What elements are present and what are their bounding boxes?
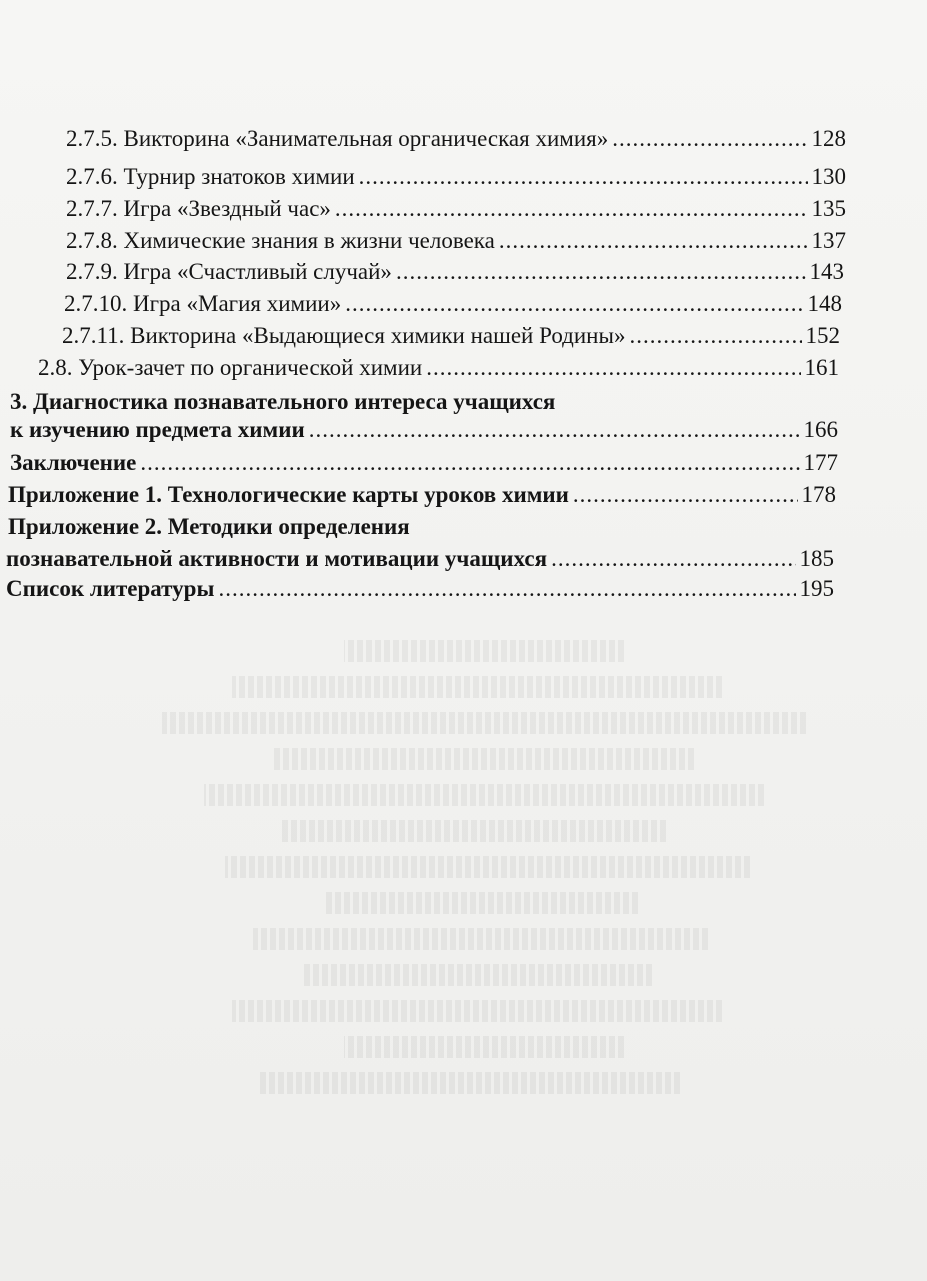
toc-entry-page: 130: [811, 164, 846, 189]
toc-dot-leader: [629, 321, 801, 351]
toc-entry-title: к изучению предмета химии: [10, 417, 305, 442]
toc-entry-page: 185: [799, 546, 834, 571]
bleed-through-text: [120, 640, 820, 1240]
toc-entry-page: 128: [811, 126, 846, 151]
toc-entry-title: познавательной активности и мотивации учащихся: [6, 546, 548, 571]
toc-entry-title: 2.7.6. Турнир знатоков химии: [66, 164, 355, 189]
toc-entry-title-line1: Приложение 2. Методики определения: [8, 514, 410, 539]
toc-dot-leader: [359, 162, 808, 192]
toc-entry-title: Приложение 1. Технологические карты уроков химии: [8, 482, 569, 507]
toc-entry-title: 2.7.11. Викторина «Выдающиеся химики нашей Родины»: [62, 323, 626, 348]
toc-dot-leader: [612, 124, 807, 154]
toc-entry-title: 2.8. Урок-зачет по органической химии: [38, 355, 423, 380]
toc-dot-leader: [426, 353, 800, 383]
toc-dot-leader: [335, 194, 808, 224]
toc-entry-page: 135: [811, 196, 846, 221]
toc-entry-title: 2.7.10. Игра «Магия химии»: [64, 291, 342, 316]
toc-entry-title: Список литературы: [6, 576, 215, 601]
toc-entry-page: 137: [811, 228, 846, 253]
toc-entry-page: 161: [804, 355, 839, 380]
toc-entry-title: Заключение: [10, 450, 137, 475]
toc-dot-leader: [140, 448, 799, 478]
toc-entry-title: 2.7.5. Викторина «Занимательная органическая химия»: [66, 126, 609, 151]
toc-dot-leader: [218, 574, 795, 604]
toc-entry-title-line1: 3. Диагностика познавательного интереса учащихся: [10, 389, 556, 414]
toc-dot-leader: [551, 544, 795, 574]
toc-dot-leader: [309, 415, 800, 445]
toc-entry-page: 148: [807, 291, 842, 316]
toc-entry-title: 2.7.7. Игра «Звездный час»: [66, 196, 331, 221]
toc-entry-page: 166: [803, 417, 838, 442]
toc-dot-leader: [499, 226, 808, 256]
toc-dot-leader: [396, 257, 806, 287]
toc-entry-page: 177: [803, 450, 838, 475]
toc-entry-page: 152: [805, 323, 840, 348]
toc-entry-title: 2.7.8. Химические знания в жизни человека: [66, 228, 495, 253]
toc-dot-leader: [573, 480, 798, 510]
toc-entry-page: 195: [799, 576, 834, 601]
toc-dot-leader: [345, 289, 803, 319]
toc-entry-page: 178: [801, 482, 836, 507]
toc-entry-page: 143: [809, 259, 844, 284]
toc-entry-title: 2.7.9. Игра «Счастливый случай»: [66, 259, 392, 284]
